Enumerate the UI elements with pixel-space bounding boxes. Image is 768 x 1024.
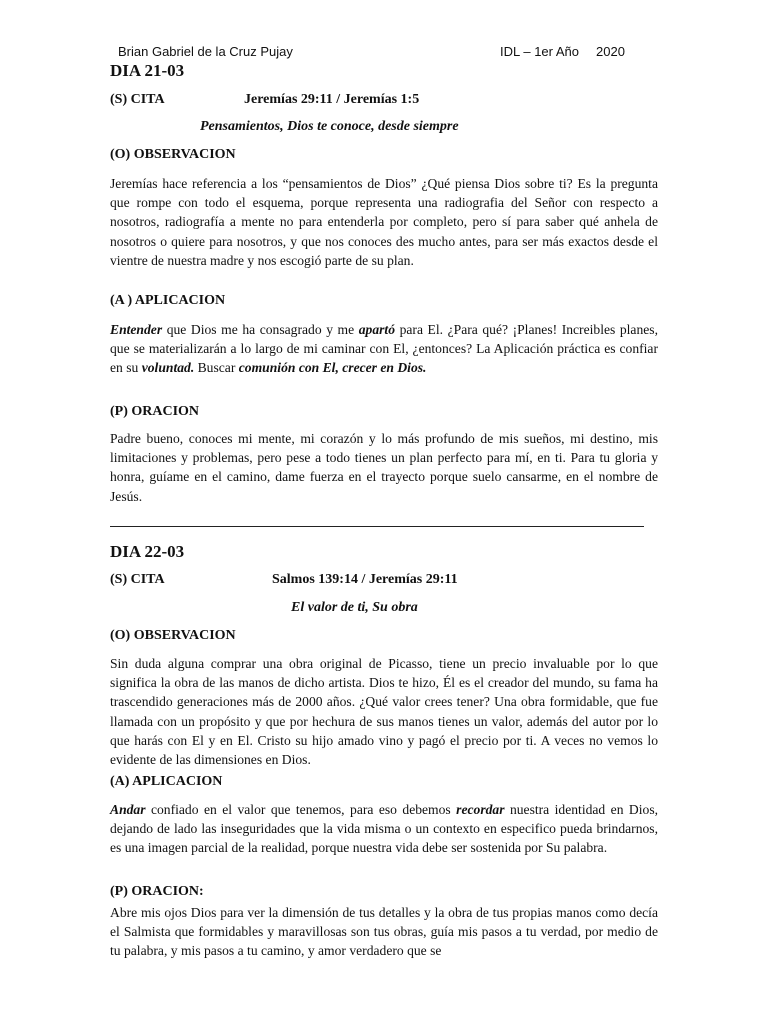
day2-observacion-text: Sin duda alguna comprar una obra original de Picasso, tiene un precio invaluable por lo que significa la obra de las manos de dicho artista. Dios te hizo, Él es el creador del mundo, su fama ha trascendido generaciones más de 2000 años. ¿Qué valor crees tener? Una obra formidable, que fue llamada con un propósito y que por hechura de sus manos tienes un valor, además del autor por lo que harás con El y en El. Cristo su hijo amado vino y pagó el precio por ti. A veces no vemos lo evidente de las dimensiones en Dios. — [110, 656, 658, 768]
day2-aplicacion-span-2: confiado en el valor que tenemos, para eso debemos — [145, 802, 457, 817]
header-course: IDL – 1er Año — [500, 44, 580, 59]
day2-aplicacion-span-4: nuestra identidad en Dios, dejando de lado las inseguridades que la vida misma o un contexto en especifico pueda brindarnos, es una imagen parcial de la realidad, porque nuestra vida debe ser sostenida por Su palabra. — [110, 802, 659, 856]
day2-oracion-heading: (P) ORACION: — [110, 884, 204, 899]
day1-aplicacion-span-6: Buscar — [194, 360, 239, 376]
day1-cita-refs: Jeremías 29:11 / Jeremías 1:5 — [244, 92, 420, 107]
day2-aplicacion-text — [110, 800, 658, 858]
day1-aplicacion-heading: (A ) APLICACION — [110, 293, 226, 308]
day1-aplicacion-text — [110, 320, 658, 378]
day2-aplicacion-heading: (A) APLICACION — [110, 774, 223, 789]
day2-cita-refs: Salmos 139:14 / Jeremías 29:11 — [272, 572, 458, 587]
day2-aplicacion-bold-1: Andar — [110, 802, 146, 817]
day1-aplicacion-bold-5: voluntad. — [141, 360, 195, 376]
day2-oracion-text: Abre mis ojos Dios para ver la dimensión de tus detalles y la obra de tus propias manos como decía el Salmista que formidables y maravillosas son tus obras, guía mis pasos a tu verdad, por medio de tu palabra, y mis pasos a tu camino, y amor verdadero que se — [110, 905, 658, 959]
day2-title: DIA 22-03 — [110, 542, 185, 561]
day1-aplicacion-bold-1: Entender — [110, 322, 163, 337]
day1-oracion-heading: (P) ORACION — [110, 404, 200, 419]
day1-aplicacion-span-4: para El. ¿Para qué? ¡Planes! Increibles planes, que se materializarán a lo largo de mi caminar con El, ¿entonces? La Aplicación práctica es confiar en su — [110, 322, 658, 376]
day1-subtitle: Pensamientos, Dios te conoce, desde siempre — [200, 119, 459, 134]
day2-aplicacion-bold-3: recordar — [456, 802, 505, 817]
header-author: Brian Gabriel de la Cruz Pujay — [118, 44, 293, 59]
day2-subtitle: El valor de ti, Su obra — [291, 600, 418, 615]
day2-cita-label: (S) CITA — [110, 572, 165, 587]
day1-aplicacion-bold-7: comunión con El, crecer en Dios. — [238, 360, 427, 376]
header-year: 2020 — [596, 44, 625, 59]
day1-title: DIA 21-03 — [110, 61, 185, 80]
section-divider — [110, 526, 644, 527]
day1-observacion-heading: (O) OBSERVACION — [110, 147, 236, 162]
day2-observacion-heading: (O) OBSERVACION — [110, 628, 236, 643]
day1-aplicacion-span-2: que Dios me ha consagrado y me — [162, 322, 359, 337]
day1-oracion-text: Padre bueno, conoces mi mente, mi corazón y lo más profundo de mis sueños, mi destino, mis limitaciones y problemas, pero pese a todo tienes un plan perfecto para mí, en ti. Para tu gloria y honra, guíame en el camino, dame fuerza en el trayecto porque suelo cansarme, en el nombre de Jesús. — [110, 431, 658, 504]
day1-observacion-text: Jeremías hace referencia a los “pensamientos de Dios” ¿Qué piensa Dios sobre ti? Es la pregunta que rompe con todo el esquema, porque representa una radiografia del Señor con respecto a nosotros, radiografía a mente no para entenderla por completo, pero sí para saber qué anhela de nosotros o quiere para nosotros, y que nos conoces des mucho antes, para ser más exactos desde el vientre de nuestra madre y nos escogió parte de su plan. — [110, 176, 658, 268]
day1-cita-label: (S) CITA — [110, 92, 165, 107]
day1-aplicacion-bold-3: apartó — [358, 322, 396, 337]
